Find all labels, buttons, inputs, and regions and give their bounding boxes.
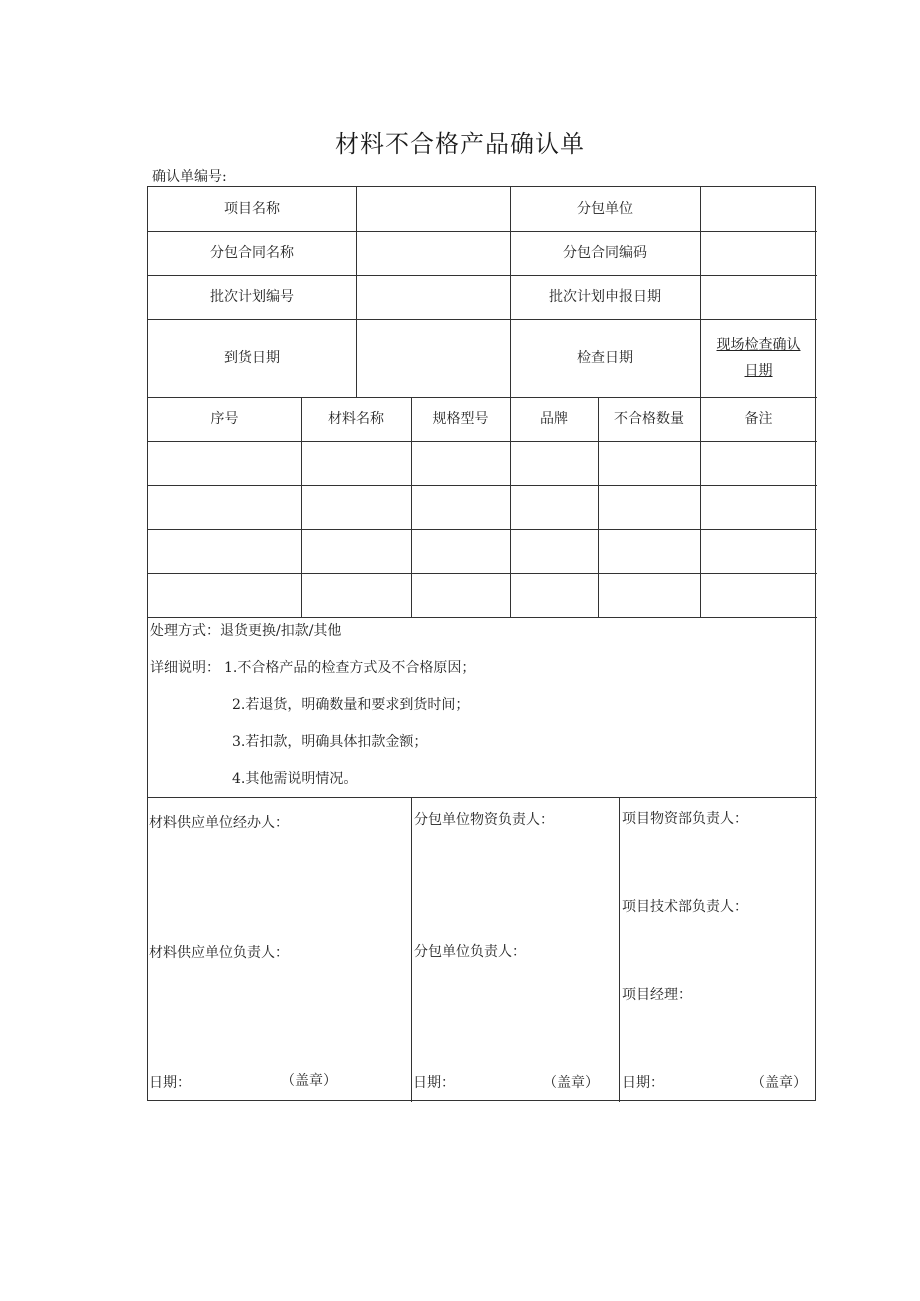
label-batch-plan-number: 批次计划编号 [210,289,294,305]
row-divider [148,485,817,486]
row-divider [148,573,817,574]
detail-item: 4.其他需说明情况。 [232,771,358,787]
col-header-remarks: 备注 [744,411,773,427]
sig-supplier-manager: 材料供应单位负责人： [149,945,289,961]
label-inspection-date: 检查日期 [577,350,633,366]
sig-project-tech-dept: 项目技术部负责人： [622,899,748,915]
col-header-spec-model: 规格型号 [432,411,489,427]
label-subcontract-name: 分包合同名称 [210,245,294,261]
row-divider [148,797,817,798]
row-divider [148,529,817,530]
date-label: 日期： [622,1075,664,1091]
detail-item: 3.若扣款，明确具体扣款金额； [232,734,428,750]
stamp-label: （盖章） [281,1073,337,1089]
label-onsite-confirm-line2: 日期 [744,363,773,379]
col-divider [619,797,620,1102]
detail-item: 1.不合格产品的检查方式及不合格原因； [224,660,476,676]
date-label: 日期： [149,1075,191,1091]
sig-subcontractor-manager: 分包单位负责人： [414,944,526,960]
date-label: 日期： [413,1075,455,1091]
detail-label: 详细说明： [150,660,220,676]
stamp-label: （盖章） [543,1075,599,1091]
col-header-brand: 品牌 [540,411,568,427]
sig-project-materials-dept: 项目物资部负责人： [622,811,748,827]
label-arrival-date: 到货日期 [224,350,280,366]
col-divider [411,797,412,1102]
label-onsite-confirm-date [700,319,817,397]
stamp-label: （盖章） [751,1075,807,1091]
col-header-material-name: 材料名称 [328,411,384,427]
sig-project-manager: 项目经理： [622,987,692,1003]
sig-subcontractor-materials: 分包单位物资负责人： [414,812,554,828]
col-header-nonconforming-qty: 不合格数量 [614,411,684,427]
label-batch-plan-date: 批次计划申报日期 [549,289,661,305]
detail-item: 2.若退货，明确数量和要求到货时间； [232,697,470,713]
label-project-name: 项目名称 [224,201,280,217]
doc-number-label: 确认单编号: [152,169,227,185]
row-divider [148,441,817,442]
label-onsite-confirm-line1: 现场检查确认 [716,337,801,353]
col-header-seq: 序号 [210,411,239,427]
row-divider [148,617,817,618]
confirmation-form [147,186,816,1101]
col-divider [356,187,357,397]
label-subcontract-code: 分包合同编码 [563,245,647,261]
page-title: 材料不合格产品确认单 [335,130,585,158]
handling-method: 处理方式：退货更换/扣款/其他 [150,623,342,639]
sig-supplier-handler: 材料供应单位经办人： [149,815,289,831]
label-subcontractor: 分包单位 [577,201,633,217]
